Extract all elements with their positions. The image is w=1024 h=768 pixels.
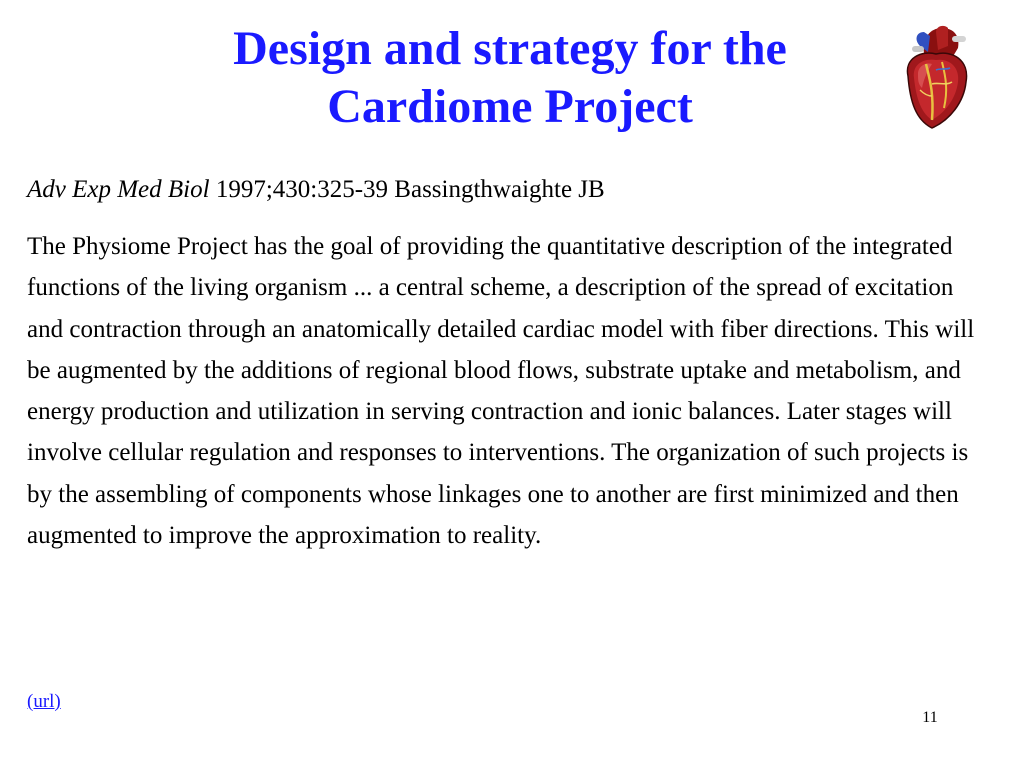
citation bbox=[27, 172, 987, 208]
abstract-text: The Physiome Project has the goal of providing the quantitative description of the integrated functions of the living organism ... a central scheme, a description of the spread of excitation and contraction through an anatomically detailed cardiac model with fiber directions. This will be augmented by the additions of regional blood flows, substrate uptake and metabolism, and energy production and utilization in serving contraction and ionic balances. Later stages will involve cellular regulation and responses to interventions. The organization of such projects is by the assembling of components whose linkages one to another are first minimized and then augmented to improve the approximation to reality. bbox=[27, 233, 975, 550]
citation-details: 1997;430:325-39 Bassingthwaighte JB bbox=[215, 176, 605, 203]
slide-title: Design and strategy for the Cardiome Project bbox=[233, 22, 787, 133]
journal-name: Adv Exp Med Biol bbox=[27, 176, 210, 203]
page-number: 11 bbox=[922, 709, 938, 726]
heart-illustration bbox=[896, 24, 976, 136]
url-link[interactable]: (url) bbox=[27, 691, 61, 712]
